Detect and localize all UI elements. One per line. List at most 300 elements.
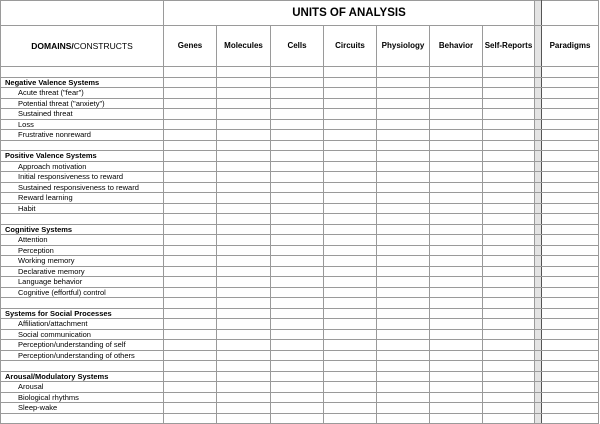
- matrix-cell: [164, 182, 217, 193]
- matrix-cell: [483, 67, 535, 78]
- separator-cell: [535, 193, 542, 204]
- separator-cell: [535, 329, 542, 340]
- matrix-cell: [483, 130, 535, 141]
- paradigm-cell: [542, 371, 599, 382]
- construct-label: Frustrative nonreward: [1, 130, 164, 141]
- matrix-cell: [271, 329, 324, 340]
- matrix-cell: [271, 235, 324, 246]
- matrix-cell: [164, 266, 217, 277]
- separator-cell: [535, 382, 542, 393]
- matrix-cell: [483, 413, 535, 424]
- paradigm-cell: [542, 350, 599, 361]
- matrix-cell: [164, 350, 217, 361]
- construct-label: Sustained responsiveness to reward: [1, 182, 164, 193]
- separator-cell: [535, 161, 542, 172]
- matrix-cell: [483, 371, 535, 382]
- separator-cell: [535, 140, 542, 151]
- construct-row: [1, 382, 599, 393]
- matrix-cell: [324, 119, 377, 130]
- matrix-cell: [271, 67, 324, 78]
- matrix-cell: [164, 235, 217, 246]
- matrix-cell: [377, 224, 430, 235]
- blank-row: [1, 214, 599, 225]
- matrix-cell: [271, 382, 324, 393]
- matrix-cell: [324, 287, 377, 298]
- construct-label: Working memory: [1, 256, 164, 267]
- matrix-cell: [271, 77, 324, 88]
- domain-label: Cognitive Systems: [1, 224, 164, 235]
- separator-cell: [535, 340, 542, 351]
- unit-header-behavior: Behavior: [430, 26, 483, 67]
- matrix-cell: [271, 350, 324, 361]
- separator-cell: [535, 413, 542, 424]
- matrix-cell: [164, 287, 217, 298]
- matrix-cell: [377, 67, 430, 78]
- paradigm-cell: [542, 382, 599, 393]
- paradigm-cell: [542, 109, 599, 120]
- matrix-cell: [430, 361, 483, 372]
- construct-label: Declarative memory: [1, 266, 164, 277]
- paradigm-cell: [542, 329, 599, 340]
- matrix-cell: [430, 382, 483, 393]
- matrix-cell: [217, 193, 271, 204]
- matrix-cell: [217, 350, 271, 361]
- matrix-cell: [164, 193, 217, 204]
- paradigm-cell: [542, 287, 599, 298]
- matrix-cell: [271, 109, 324, 120]
- separator-cell: [535, 77, 542, 88]
- matrix-cell: [483, 140, 535, 151]
- paradigm-cell: [542, 340, 599, 351]
- matrix-cell: [430, 287, 483, 298]
- matrix-cell: [271, 256, 324, 267]
- paradigm-cell: [542, 130, 599, 141]
- matrix-cell: [217, 340, 271, 351]
- matrix-cell: [164, 130, 217, 141]
- matrix-cell: [483, 403, 535, 414]
- matrix-cell: [164, 392, 217, 403]
- matrix-cell: [271, 140, 324, 151]
- matrix-cell: [271, 193, 324, 204]
- matrix-cell: [430, 193, 483, 204]
- construct-row: [1, 203, 599, 214]
- matrix-cell: [324, 193, 377, 204]
- construct-row: [1, 340, 599, 351]
- matrix-cell: [217, 235, 271, 246]
- separator-cell: [535, 403, 542, 414]
- matrix-cell: [483, 298, 535, 309]
- domain-row: [1, 224, 599, 235]
- matrix-cell: [217, 109, 271, 120]
- matrix-cell: [217, 224, 271, 235]
- construct-label: Arousal: [1, 382, 164, 393]
- matrix-cell: [324, 266, 377, 277]
- separator-cell: [535, 287, 542, 298]
- separator-cell: [535, 203, 542, 214]
- matrix-cell: [271, 340, 324, 351]
- matrix-cell: [271, 298, 324, 309]
- matrix-cell: [430, 329, 483, 340]
- matrix-cell: [217, 256, 271, 267]
- matrix-cell: [164, 88, 217, 99]
- construct-label: Acute threat ("fear"): [1, 88, 164, 99]
- matrix-cell: [483, 235, 535, 246]
- paradigm-cell: [542, 298, 599, 309]
- matrix-cell: [430, 67, 483, 78]
- matrix-cell: [324, 298, 377, 309]
- matrix-cell: [430, 172, 483, 183]
- domain-row: [1, 308, 599, 319]
- matrix-cell: [430, 245, 483, 256]
- construct-row: [1, 182, 599, 193]
- matrix-cell: [217, 266, 271, 277]
- paradigm-cell: [542, 266, 599, 277]
- matrix-cell: [377, 130, 430, 141]
- matrix-cell: [217, 413, 271, 424]
- separator-cell: [535, 371, 542, 382]
- blank-row: [1, 361, 599, 372]
- matrix-cell: [377, 371, 430, 382]
- matrix-cell: [483, 77, 535, 88]
- domain-row: [1, 151, 599, 162]
- construct-row: [1, 88, 599, 99]
- construct-label: Reward learning: [1, 193, 164, 204]
- paradigm-cell: [542, 203, 599, 214]
- matrix-cell: [271, 319, 324, 330]
- matrix-cell: [430, 77, 483, 88]
- matrix-cell: [377, 182, 430, 193]
- construct-label: Sleep-wake: [1, 403, 164, 414]
- matrix-cell: [324, 256, 377, 267]
- matrix-cell: [271, 308, 324, 319]
- units-of-analysis-title: UNITS OF ANALYSIS: [164, 1, 535, 26]
- separator-cell: [535, 26, 542, 67]
- matrix-cell: [164, 140, 217, 151]
- construct-label: Perception/understanding of others: [1, 350, 164, 361]
- matrix-cell: [430, 98, 483, 109]
- paradigm-cell: [542, 182, 599, 193]
- matrix-cell: [377, 403, 430, 414]
- matrix-cell: [377, 350, 430, 361]
- paradigm-cell: [542, 67, 599, 78]
- paradigm-cell: [542, 77, 599, 88]
- matrix-cell: [164, 98, 217, 109]
- matrix-cell: [324, 350, 377, 361]
- unit-header-self-reports: Self-Reports: [483, 26, 535, 67]
- matrix-cell: [164, 214, 217, 225]
- domain-row: [1, 371, 599, 382]
- matrix-cell: [324, 308, 377, 319]
- matrix-cell: [164, 151, 217, 162]
- matrix-cell: [164, 245, 217, 256]
- matrix-cell: [324, 140, 377, 151]
- separator-cell: [535, 151, 542, 162]
- matrix-cell: [217, 98, 271, 109]
- matrix-cell: [271, 361, 324, 372]
- separator-cell: [535, 361, 542, 372]
- paradigm-cell: [542, 235, 599, 246]
- construct-label: Perception/understanding of self: [1, 340, 164, 351]
- separator-cell: [535, 319, 542, 330]
- matrix-cell: [430, 392, 483, 403]
- matrix-cell: [483, 329, 535, 340]
- separator-cell: [535, 98, 542, 109]
- matrix-cell: [324, 392, 377, 403]
- matrix-cell: [164, 413, 217, 424]
- matrix-cell: [164, 298, 217, 309]
- matrix-cell: [430, 298, 483, 309]
- construct-row: [1, 193, 599, 204]
- matrix-cell: [271, 224, 324, 235]
- blank-label: [1, 413, 164, 424]
- matrix-cell: [217, 403, 271, 414]
- matrix-cell: [377, 298, 430, 309]
- matrix-cell: [430, 277, 483, 288]
- separator-cell: [535, 172, 542, 183]
- paradigm-cell: [542, 98, 599, 109]
- matrix-cell: [164, 77, 217, 88]
- matrix-cell: [483, 151, 535, 162]
- paradigm-cell: [542, 172, 599, 183]
- matrix-cell: [271, 161, 324, 172]
- matrix-cell: [377, 203, 430, 214]
- matrix-cell: [164, 329, 217, 340]
- matrix-cell: [483, 245, 535, 256]
- matrix-cell: [271, 98, 324, 109]
- separator-cell: [535, 392, 542, 403]
- construct-label: Perception: [1, 245, 164, 256]
- separator-cell: [535, 224, 542, 235]
- matrix-cell: [377, 77, 430, 88]
- matrix-cell: [271, 287, 324, 298]
- construct-label: Initial responsiveness to reward: [1, 172, 164, 183]
- separator-cell: [535, 119, 542, 130]
- matrix-cell: [377, 109, 430, 120]
- matrix-cell: [324, 277, 377, 288]
- matrix-cell: [324, 98, 377, 109]
- construct-row: [1, 329, 599, 340]
- construct-label: Cognitive (effortful) control: [1, 287, 164, 298]
- matrix-cell: [164, 224, 217, 235]
- matrix-cell: [217, 88, 271, 99]
- matrix-cell: [430, 235, 483, 246]
- separator-cell: [535, 256, 542, 267]
- matrix-cell: [324, 161, 377, 172]
- matrix-cell: [483, 266, 535, 277]
- matrix-cell: [483, 382, 535, 393]
- matrix-cell: [324, 403, 377, 414]
- matrix-cell: [164, 319, 217, 330]
- matrix-cell: [217, 277, 271, 288]
- construct-row: [1, 172, 599, 183]
- blank-row: [1, 140, 599, 151]
- matrix-cell: [271, 214, 324, 225]
- separator-cell: [535, 109, 542, 120]
- matrix-cell: [377, 392, 430, 403]
- paradigm-cell: [542, 308, 599, 319]
- separator-cell: [535, 182, 542, 193]
- matrix-cell: [217, 214, 271, 225]
- matrix-cell: [217, 77, 271, 88]
- matrix-cell: [164, 277, 217, 288]
- construct-row: [1, 119, 599, 130]
- paradigm-cell: [542, 245, 599, 256]
- construct-row: [1, 266, 599, 277]
- matrix-cell: [430, 224, 483, 235]
- matrix-cell: [430, 119, 483, 130]
- matrix-cell: [217, 382, 271, 393]
- matrix-cell: [271, 277, 324, 288]
- matrix-cell: [217, 308, 271, 319]
- constructs-label: CONSTRUCTS: [73, 41, 133, 51]
- matrix-cell: [217, 371, 271, 382]
- matrix-cell: [377, 98, 430, 109]
- matrix-cell: [377, 256, 430, 267]
- separator-cell: [535, 245, 542, 256]
- title-spacer-cell: [1, 1, 164, 26]
- construct-row: [1, 130, 599, 141]
- matrix-cell: [217, 298, 271, 309]
- matrix-cell: [430, 88, 483, 99]
- matrix-cell: [377, 277, 430, 288]
- matrix-cell: [324, 109, 377, 120]
- matrix-cell: [324, 413, 377, 424]
- blank-label: [1, 140, 164, 151]
- matrix-cell: [483, 119, 535, 130]
- matrix-cell: [377, 266, 430, 277]
- paradigm-cell: [542, 413, 599, 424]
- matrix-cell: [430, 203, 483, 214]
- unit-header-physiology: Physiology: [377, 26, 430, 67]
- matrix-cell: [271, 403, 324, 414]
- matrix-cell: [483, 88, 535, 99]
- matrix-cell: [430, 308, 483, 319]
- matrix-cell: [377, 193, 430, 204]
- separator-cell: [535, 298, 542, 309]
- construct-label: Affiliation/attachment: [1, 319, 164, 330]
- matrix-cell: [324, 182, 377, 193]
- title-spacer-cell: [542, 1, 599, 26]
- matrix-cell: [164, 371, 217, 382]
- matrix-cell: [271, 371, 324, 382]
- matrix-cell: [271, 245, 324, 256]
- matrix-cell: [483, 98, 535, 109]
- paradigm-cell: [542, 214, 599, 225]
- domain-label: Systems for Social Processes: [1, 308, 164, 319]
- matrix-cell: [217, 172, 271, 183]
- blank-label: [1, 67, 164, 78]
- matrix-cell: [324, 130, 377, 141]
- matrix-cell: [483, 214, 535, 225]
- matrix-cell: [483, 340, 535, 351]
- matrix-cell: [430, 371, 483, 382]
- matrix-cell: [483, 193, 535, 204]
- matrix-cell: [324, 203, 377, 214]
- matrix-cell: [217, 319, 271, 330]
- matrix-cell: [164, 361, 217, 372]
- column-header-row: [1, 26, 599, 67]
- paradigm-cell: [542, 277, 599, 288]
- matrix-cell: [271, 119, 324, 130]
- matrix-cell: [483, 392, 535, 403]
- matrix-cell: [377, 88, 430, 99]
- construct-row: [1, 98, 599, 109]
- matrix-cell: [164, 382, 217, 393]
- blank-label: [1, 361, 164, 372]
- title-row: [1, 1, 599, 26]
- matrix-cell: [377, 287, 430, 298]
- separator-cell: [535, 214, 542, 225]
- matrix-cell: [377, 161, 430, 172]
- matrix-cell: [377, 235, 430, 246]
- matrix-cell: [483, 224, 535, 235]
- matrix-cell: [377, 119, 430, 130]
- matrix-cell: [430, 182, 483, 193]
- paradigm-cell: [542, 403, 599, 414]
- matrix-cell: [483, 308, 535, 319]
- paradigm-cell: [542, 161, 599, 172]
- matrix-cell: [217, 203, 271, 214]
- matrix-cell: [430, 161, 483, 172]
- construct-row: [1, 109, 599, 120]
- blank-label: [1, 214, 164, 225]
- matrix-cell: [164, 109, 217, 120]
- construct-label: Language behavior: [1, 277, 164, 288]
- construct-row: [1, 392, 599, 403]
- matrix-cell: [271, 88, 324, 99]
- separator-cell: [535, 235, 542, 246]
- blank-label: [1, 298, 164, 309]
- matrix-cell: [217, 182, 271, 193]
- matrix-cell: [430, 266, 483, 277]
- matrix-cell: [271, 413, 324, 424]
- matrix-cell: [324, 224, 377, 235]
- domain-label: Positive Valence Systems: [1, 151, 164, 162]
- matrix-cell: [377, 140, 430, 151]
- matrix-cell: [164, 67, 217, 78]
- matrix-cell: [430, 319, 483, 330]
- matrix-cell: [164, 340, 217, 351]
- construct-row: [1, 403, 599, 414]
- separator-cell: [535, 266, 542, 277]
- construct-row: [1, 287, 599, 298]
- matrix-cell: [430, 130, 483, 141]
- separator-cell: [535, 277, 542, 288]
- construct-row: [1, 277, 599, 288]
- matrix-cell: [377, 308, 430, 319]
- domains-constructs-header: [1, 26, 164, 67]
- construct-label: Sustained threat: [1, 109, 164, 120]
- matrix-cell: [377, 319, 430, 330]
- matrix-cell: [324, 319, 377, 330]
- matrix-cell: [430, 403, 483, 414]
- matrix-cell: [271, 266, 324, 277]
- domains-label: DOMAINS/: [31, 41, 74, 51]
- construct-label: Approach motivation: [1, 161, 164, 172]
- matrix-cell: [324, 340, 377, 351]
- matrix-cell: [271, 182, 324, 193]
- matrix-cell: [324, 88, 377, 99]
- blank-row: [1, 413, 599, 424]
- construct-label: Potential threat ("anxiety"): [1, 98, 164, 109]
- matrix-cell: [483, 319, 535, 330]
- matrix-cell: [217, 287, 271, 298]
- matrix-cell: [324, 172, 377, 183]
- paradigm-cell: [542, 224, 599, 235]
- matrix-cell: [324, 235, 377, 246]
- matrix-cell: [430, 350, 483, 361]
- matrix-cell: [271, 172, 324, 183]
